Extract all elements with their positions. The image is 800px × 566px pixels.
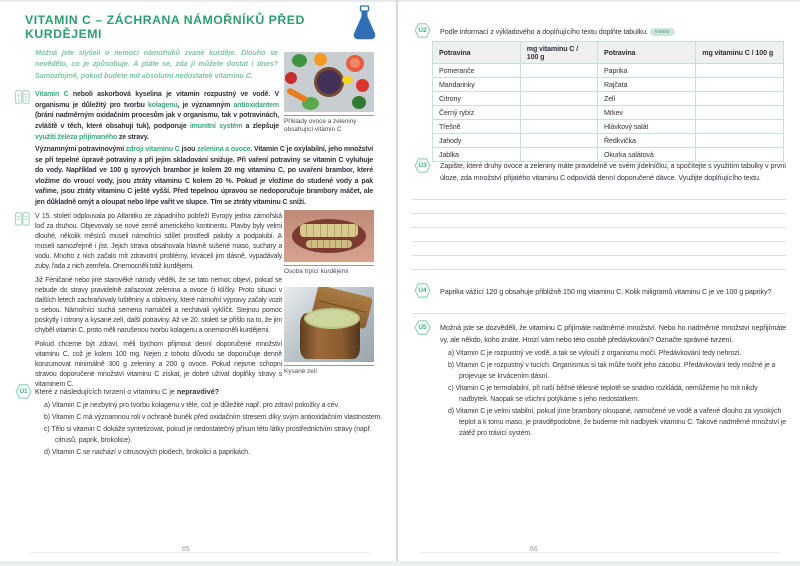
u4-question: Paprika vážící 120 g obsahuje přibližně 150 mg vitaminu C. Kolik miligramů vitaminu C je ve 100 g papriky? <box>440 287 772 296</box>
col-header-mg-1: mg vitaminu C / 100 g <box>520 42 597 64</box>
q1-options <box>44 400 392 459</box>
food-cell: Černý rybíz <box>433 106 521 120</box>
task-badge-label: Ú3 <box>418 162 427 169</box>
u4-answer-line <box>412 300 786 314</box>
produce-photo <box>284 52 374 112</box>
task-badge-u3 <box>414 158 431 173</box>
value-cell-blank <box>696 120 784 134</box>
food-cell: Jahody <box>433 134 521 148</box>
figure-caption: Kysané zelí <box>284 365 374 376</box>
table-header-row <box>433 42 784 64</box>
scurvy-photo <box>284 210 374 262</box>
task-badge-label: Ú2 <box>418 27 427 34</box>
food-cell: Rajčata <box>597 78 695 92</box>
q1-keyword: nepravdivé? <box>176 387 220 396</box>
figure-sauerkraut <box>284 287 374 376</box>
intro-paragraph: Možná jste slyšeli o nemoci námořníků zvané kurděje. Dlouho se nevědělo, co je způsobuje. A ptáte se, zda ji můžete dostat i dnes? Samozřejmě, pokud budete mít absolutní nedostatek vitaminu C. <box>35 48 278 80</box>
food-cell: Okurka salátová <box>597 148 695 162</box>
food-cell: Jablka <box>433 148 521 162</box>
u5-option-a: a) Vitamin C je rozpustný ve vodě, a tak se vyloučí z organismu močí. Předávkování tedy nehrozí. <box>448 350 742 357</box>
task-badge-u4 <box>414 283 431 298</box>
answer-line <box>412 228 786 242</box>
food-cell: Ředkvička <box>597 134 695 148</box>
left-page-number: 65 <box>182 546 190 553</box>
q1-option-d: d) Vitamin C se nachází v citrusových plodech, brokolici a paprikách. <box>44 449 250 456</box>
answer-line <box>412 200 786 214</box>
open-book-icon <box>15 212 30 231</box>
value-cell-blank <box>520 64 597 78</box>
table-row <box>433 64 784 78</box>
left-page <box>0 0 396 566</box>
value-cell-blank <box>696 92 784 106</box>
important-book-icon <box>15 90 30 109</box>
answer-line <box>412 186 786 200</box>
value-cell-blank <box>520 106 597 120</box>
u3-answer-lines <box>412 186 786 270</box>
u3-instruction: Zapište, které druhy ovoce a zeleniny máte pravidelně ve svém jídelníčku, a spočítejte s využitím tabulky v první úloze, zda množství přijatého vitaminu C odpovídá denní doporučené dávce. Využijte doplňujícího textu. <box>440 161 786 182</box>
right-footer-rule <box>420 552 780 553</box>
task-badge-u5 <box>414 320 431 335</box>
figure-caption: Příklady ovoce a zeleniny obsahující vitamin C <box>284 115 374 134</box>
u2-instruction: Podle informací z výkladového a doplňujícího textu doplňte tabulku. VIDEO <box>440 26 784 38</box>
term-kolagen: kolagenu <box>148 101 178 109</box>
food-cell: Hlávkový salát <box>597 120 695 134</box>
u5-option-c: c) Vitamin C je termolabilní, při naší běžné tělesné teplotě se snadno rozkládá, nemůžeme ho mít nikdy nadbytek. Naopak se všichni potýkáme s jeho nedostatkem. <box>448 385 758 403</box>
task-badge-label: Ú5 <box>418 324 427 331</box>
value-cell-blank <box>520 120 597 134</box>
food-cell: Pomeranče <box>433 64 521 78</box>
sauerkraut-photo <box>284 287 374 362</box>
table-row <box>433 106 784 120</box>
answer-line <box>412 256 786 270</box>
value-cell-blank <box>520 92 597 106</box>
right-page <box>400 0 800 566</box>
task-badge-u1 <box>15 384 32 399</box>
q1-option-b: b) Vitamin C má významnou roli v ochraně buněk před oxidačním stresem díky svým antioxidačním vlastnostem. <box>44 414 383 421</box>
grapefruit-flesh-shape <box>350 58 360 68</box>
vitamin-table <box>432 41 784 162</box>
table-row <box>433 92 784 106</box>
term-vitamin-c: Vitamin C <box>35 91 69 98</box>
apple-shape <box>285 72 297 84</box>
q1-option-a: a) Vitamin C je nezbytný pro tvorbu kolagenu v těle, což je důležité např. pro zdraví pokožky a cév. <box>44 402 340 409</box>
food-cell: Třešně <box>433 120 521 134</box>
term-antioxidant: antioxidantem <box>233 101 279 109</box>
value-cell-blank <box>696 134 784 148</box>
term-imunitni-system: imunitní systém <box>189 123 243 131</box>
tomato-shape <box>356 79 369 92</box>
value-cell-blank <box>696 78 784 92</box>
food-cell: Mrkev <box>597 106 695 120</box>
value-cell-blank <box>520 78 597 92</box>
left-footer-rule <box>30 552 370 553</box>
u5-options <box>448 348 788 440</box>
right-page-number: 66 <box>530 546 538 553</box>
carrot-shape <box>286 87 308 103</box>
task-badge-u2 <box>414 23 431 38</box>
page-title: VITAMIN C – ZÁCHRANA NÁMOŘNÍKŮ PŘED KURDĚJEMI <box>25 13 305 41</box>
green-pepper-shape <box>292 54 307 67</box>
upper-teeth-shape <box>300 224 358 237</box>
value-cell-blank <box>520 134 597 148</box>
lemon-shape <box>342 76 353 84</box>
food-cell: Zelí <box>597 92 695 106</box>
history-paragraph-1: V 15. století odplouvala po Atlantiku ze západního pobřeží Evropy jedna zámořská loď za druhou. Objevovaly se nové země amerického kontinentu. Plavby byly velmi dlouhé, několik měsíců museli námořníci sdílet prostředí paluby a podpalubí. A museli samozřejmě i jíst. Jejich strava obsahovala hlavně sušené maso, suchary a vodu. Mnoho z nich začalo mít zdravotní problémy, krváceli jim dásně, vypadávaly zuby, řada z nich zemřela. Onemocněli totiž kurdějemi. <box>35 213 282 270</box>
q1-question: Které z následujících tvrzení o vitaminu C je nepravdivé? <box>35 387 220 396</box>
figure-caption: Osoba trpící kurdějemi <box>284 265 374 276</box>
col-header-food-1: Potravina <box>433 42 521 64</box>
table-row <box>433 134 784 148</box>
paragraph-food-sources: Významnými potravinovými zdroji vitaminu C jsou zelenina a ovoce. Vitamin C je oxylabilní, jeho množství se při tepelné úpravě potraviny a při jejím skladování snižuje. Při vaření potraviny se vitamin C vyluhuje do vody. Například ve 100 g syrových brambor je kolem 20 mg vitaminu C, po uvaření brambor, které vložíme do vroucí vody, jsou ztráty vitaminu C kolem 20 %. Pokud je vložíme do studené vody a pak vaříme, jsou ztráty vitaminu C ještě vyšší. Před tepelnou úpravou se nedoporučuje brambory máčet, ale jen důkladně omýt a oloupat nebo lépe vařit ve slupce. Tím se ztráty vitaminu C sníží. <box>35 146 374 206</box>
u5-instruction: Možná jste se dozvěděli, že vitaminu C přijímáte nadměrné množství. Nebo ho nadměrné množství nepřijímáte vy, ale někdo, koho znáte. Hrozí vám nebo této osobě předávkování? Označte správné tvrzení. <box>440 323 786 344</box>
media-pill-badge: VIDEO <box>650 28 675 36</box>
food-cell: Citrony <box>433 92 521 106</box>
value-cell-blank <box>696 64 784 78</box>
answer-line <box>412 300 786 314</box>
value-cell-blank <box>696 106 784 120</box>
history-text-block <box>35 212 282 394</box>
answer-line <box>412 242 786 256</box>
u5-option-b: b) Vitamin C je rozpustný v tucích. Organismus si tak může tvořit jeho zásobu. Předávkování tedy možné je a projevuje se krvácením dásní. <box>448 362 776 380</box>
page-spread-divider <box>396 0 398 566</box>
answer-line <box>412 214 786 228</box>
figure-scurvy <box>284 210 374 276</box>
term-zdroje-vitaminu: zdroji vitaminu C <box>125 146 180 153</box>
page-bottom-edge <box>0 561 800 566</box>
col-header-food-2: Potravina <box>597 42 695 64</box>
table-row <box>433 78 784 92</box>
history-paragraph-3: Pokud chceme být zdraví, měli bychom přijmout denní doporučené množství vitaminu C, což je kolem 100 mg. Nejen z tohoto důvodu se doporučuje denně konzumovat minimálně 300 g zeleniny a 200 g ovoce. Pokud nejsme schopni stravou doporučené množství vitaminu C získat, je dobré užívat doplňky stravy s vitaminem C. <box>35 341 282 388</box>
orange-shape <box>314 53 327 66</box>
col-header-mg-2: mg vitaminu C / 100 g <box>696 42 784 64</box>
flask-icon <box>351 5 378 48</box>
kraut-shape <box>304 308 360 329</box>
task-badge-label: Ú4 <box>418 287 427 294</box>
term-zelenina-ovoce: zelenina a ovoce <box>197 146 251 153</box>
table-row <box>433 120 784 134</box>
figure-produce <box>284 52 374 134</box>
berries-shape <box>317 70 341 94</box>
food-cell: Mandarinky <box>433 78 521 92</box>
history-paragraph-2: Již Féničané nebo jiné starověké národy věděli, že se tato nemoc objeví, pokud se nebude do stravy pravidelně zařazovat zelenina a ovoce či klíčky. Proto situaci v dalších letech zachraňovaly luštěniny a obiloviny, které námořní výpravy začaly vozit s sebou. Námořníci suchá semena namáčeli a nechávali vyklíčit. Stejnou pomoc poskytly i citrony a kysané zelí, další potraviny. Až ve 20. století se přišlo na to, že jim chyběl vitamin C, proto měli narušenou tvorbu kolagenu a onemocněli kurdějemi. <box>35 277 282 334</box>
paragraph-vitamin-definition: Vitamin C neboli askorbová kyselina je vitamin rozpustný ve vodě. V organismu je důležitý pro tvorbu kolagenu, je významným antioxidantem (brání nadměrným oxidačním procesům jak v organismu, tak v potravinách, zvláště v těch, které obsahují tuk), podporuje imunitní systém a zlepšuje využití železa přijímaného ze stravy. <box>35 91 279 141</box>
u5-option-d: d) Vitamin C je velmi stabilní, pokud jíme brambory oloupané, namočené ve vodě a vařené dlouho za vysokých teplot a k tomu maso, je pravděpodobné, že budeme mít nadbytek vitaminu C. Takové nadměrné množství je zátěž pro trávicí systém. <box>448 408 787 437</box>
broccoli-shape <box>352 96 366 109</box>
term-zelezo: využití železa přijímaného <box>35 133 118 141</box>
food-cell: Paprika <box>597 64 695 78</box>
task-badge-label: Ú1 <box>19 388 28 395</box>
q1-option-c: c) Tělo si vitamin C dokáže syntetizovat, pokud je nedostatečný přísun této látky prostřednictvím stravy (např. citrusů, paprik, brokolice). <box>44 426 372 444</box>
lower-teeth-shape <box>306 240 352 248</box>
